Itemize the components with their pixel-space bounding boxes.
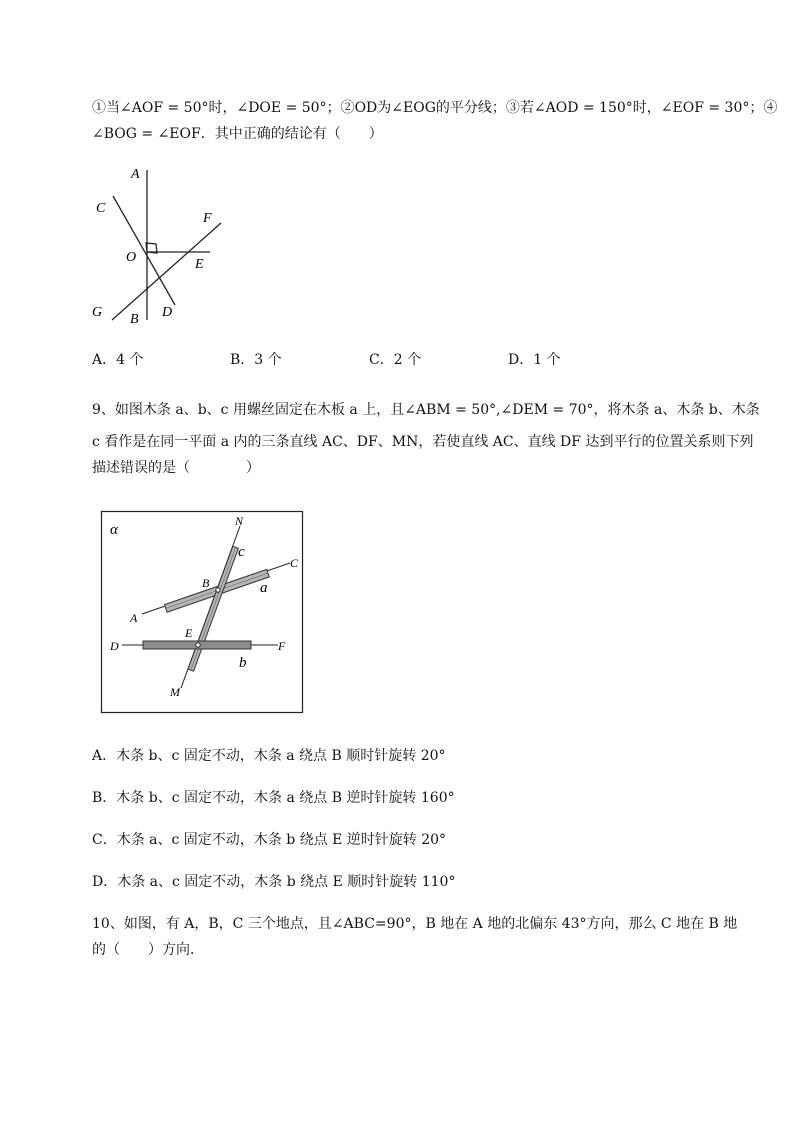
q8-option-a[interactable]: A．4 个 (92, 352, 144, 368)
q9-stem-line-1: 9、如图木条 a、b、c 用螺丝固定在木板 a 上，且∠ABM = 50°,∠DEM = 70°，将木条 a、木条 b、木条 (92, 402, 760, 418)
q8-option-c[interactable]: C．2 个 (369, 352, 422, 368)
label-O: O (126, 250, 137, 265)
q8-option-d[interactable]: D．1 个 (508, 352, 561, 368)
label-alpha: α (110, 522, 118, 538)
q8-stem-line-2: ∠BOG = ∠EOF．其中正确的结论有（ ） (92, 126, 383, 142)
label-B: B (130, 312, 139, 327)
label-E: E (185, 626, 193, 640)
line-cd (113, 196, 175, 305)
q9-option-c[interactable]: C．木条 a、c 固定不动，木条 b 绕点 E 逆时针旋转 20° (92, 832, 447, 848)
label-D: D (162, 305, 173, 320)
label-B: B (202, 576, 210, 590)
label-G: G (92, 305, 103, 320)
q9-option-d[interactable]: D．木条 a、c 固定不动，木条 b 绕点 E 顺时针旋转 110° (92, 874, 456, 890)
label-A: A (131, 167, 140, 182)
q9-option-b[interactable]: B．木条 b、c 固定不动，木条 a 绕点 B 逆时针旋转 160° (92, 790, 455, 806)
screw-e (196, 643, 200, 647)
screw-b (216, 588, 220, 592)
label-b: b (239, 655, 247, 671)
label-D: D (110, 639, 119, 653)
q9-option-a[interactable]: A．木条 b、c 固定不动，木条 a 绕点 B 顺时针旋转 20° (92, 748, 446, 764)
q9-stem-line-2: c 看作是在同一平面 a 内的三条直线 AC、DF、MN，若使直线 AC、直线 DF 达到平行的位置关系则下列 (92, 434, 754, 450)
label-E: E (195, 257, 204, 272)
label-c: c (238, 544, 245, 560)
q10-stem-line-2: 的（ ）方向． (92, 942, 204, 958)
q8-angle-figure (80, 160, 240, 335)
q8-option-b[interactable]: B．3 个 (230, 352, 282, 368)
label-F: F (203, 211, 212, 226)
label-C: C (290, 556, 299, 570)
label-A: A (130, 611, 138, 625)
label-C: C (96, 201, 106, 216)
q9-wood-strips-figure (98, 508, 306, 716)
label-M: M (170, 685, 180, 699)
q9-stem-line-3: 描述错误的是（ ） (92, 460, 260, 476)
q10-stem-line-1: 10、如图，有 A，B，C 三个地点，且∠ABC=90°，B 地在 A 地的北偏东 43°方向，那么 C 地在 B 地 (92, 916, 738, 932)
label-a: a (260, 580, 268, 596)
q8-stem-line-1: ①当∠AOF = 50°时，∠DOE = 50°；②OD为∠EOG的平分线；③若∠AOD = 150°时，∠EOF = 30°；④ (92, 100, 778, 116)
label-N: N (235, 514, 244, 528)
label-F: F (278, 639, 286, 653)
